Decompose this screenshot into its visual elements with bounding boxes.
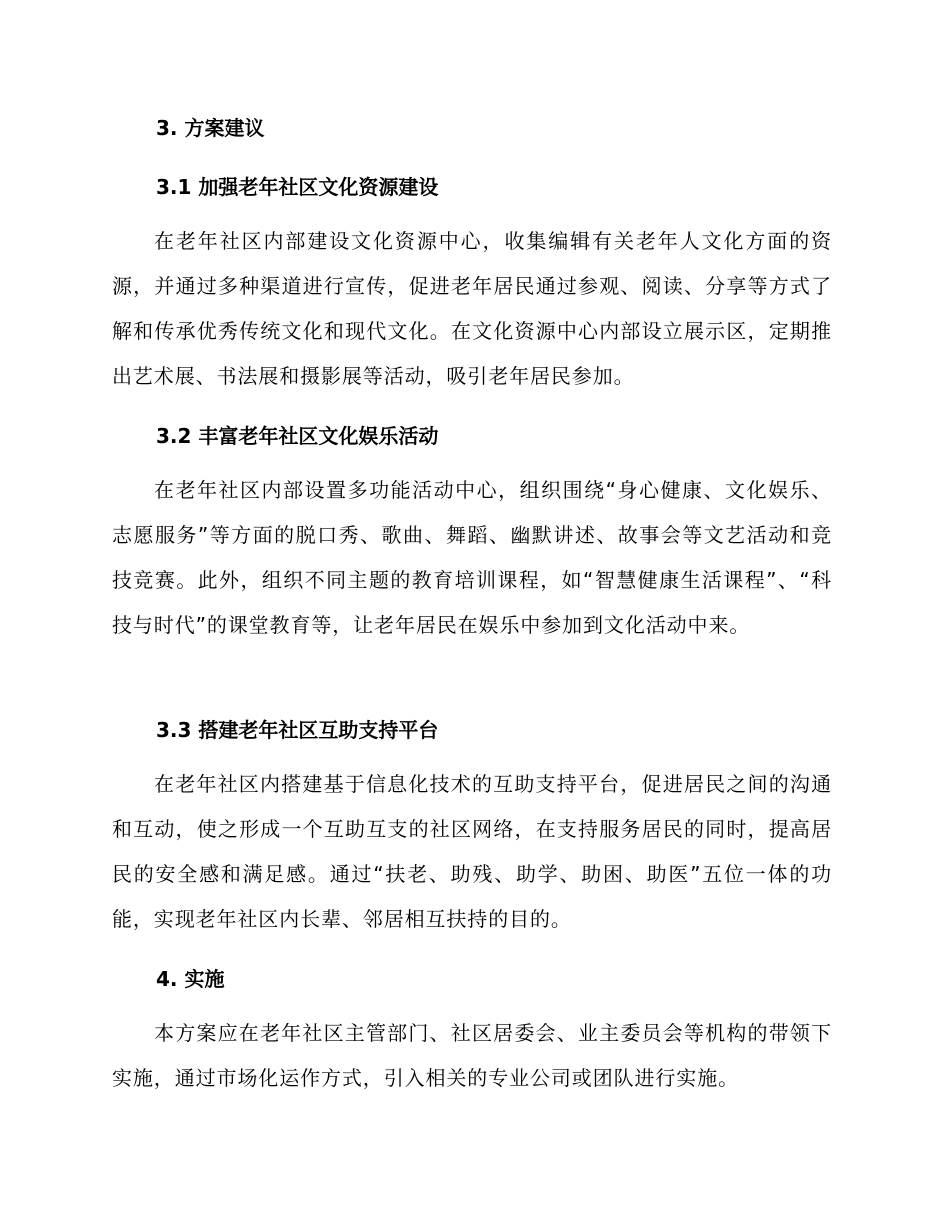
- section-paragraph-3-2: 在老年社区内部设置多功能活动中心，组织围绕“身心健康、文化娱乐、志愿服务”等方面的脱口秀、歌曲、舞蹈、幽默讲述、故事会等文艺活动和竞技竞赛。此外，组织不同主题的教育培训课程，如“智慧健康生活课程”、“科技与时代”的课堂教育等，让老年居民在娱乐中参加到文化活动中来。: [112, 478, 832, 637]
- section-paragraph-3-1: 在老年社区内部建设文化资源中心，收集编辑有关老年人文化方面的资源，并通过多种渠道进行宣传，促进老年居民通过参观、阅读、分享等方式了解和传承优秀传统文化和现代文化。在文化资源中心内部设立展示区，定期推出艺术展、书法展和摄影展等活动，吸引老年居民参加。: [112, 229, 832, 388]
- section-heading-3-1: 3.1 加强老年社区文化资源建设: [156, 175, 439, 199]
- section-heading-3: 3. 方案建议: [156, 116, 265, 140]
- section-paragraph-3-3: 在老年社区内搭建基于信息化技术的互助支持平台，促进居民之间的沟通和互动，使之形成一个互助互支的社区网络，在支持服务居民的同时，提高居民的安全感和满足感。通过“扶老、助残、助学、助困、助医”五位一体的功能，实现老年社区内长辈、邻居相互扶持的目的。: [112, 772, 832, 931]
- section-heading-4: 4. 实施: [156, 967, 225, 991]
- section-paragraph-4: 本方案应在老年社区主管部门、社区居委会、业主委员会等机构的带领下实施，通过市场化运作方式，引入相关的专业公司或团队进行实施。: [112, 1021, 832, 1090]
- section-heading-3-3: 3.3 搭建老年社区互助支持平台: [156, 718, 439, 742]
- section-heading-3-2: 3.2 丰富老年社区文化娱乐活动: [156, 424, 439, 448]
